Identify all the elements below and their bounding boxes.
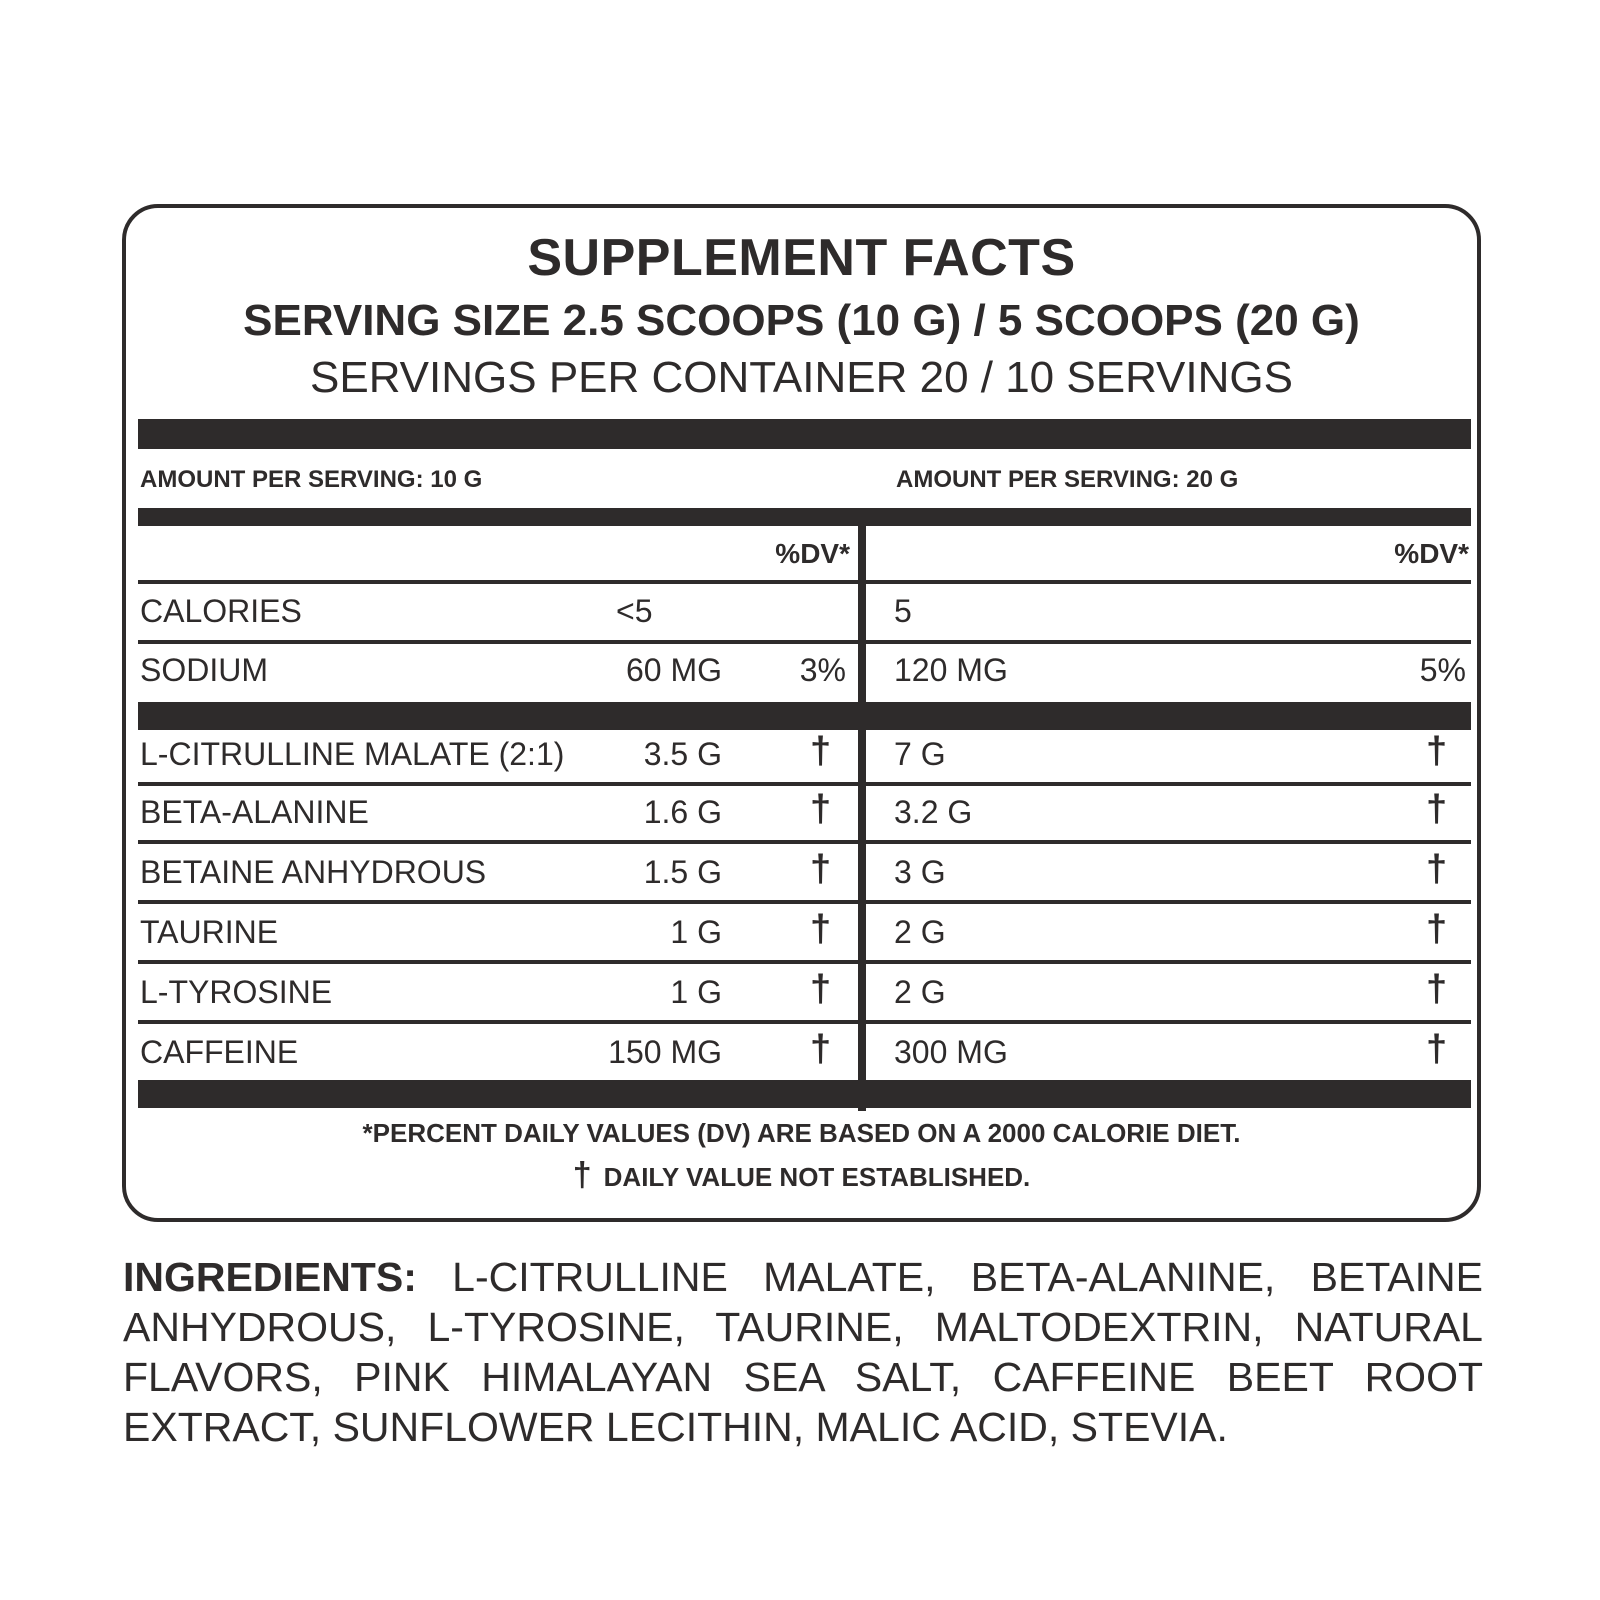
row-rule [138,900,1471,904]
supplement-facts-panel [122,204,1481,1222]
dv-footnote: *PERCENT DAILY VALUES (DV) ARE BASED ON A 2000 CALORIE DIET. [362,1118,1241,1148]
dagger-icon: † [1426,788,1448,830]
citrulline-amount-20g: 7 G [894,736,946,772]
calories-amount-10g: <5 [616,593,653,629]
dagger-footnote-text: DAILY VALUE NOT ESTABLISHED. [603,1162,1031,1192]
left-column-header: AMOUNT PER SERVING: 10 G [140,466,483,493]
sodium-dv-10g: 3% [799,652,846,688]
right-dv-label: %DV* [1394,538,1469,569]
sodium-dv-20g: 5% [1419,652,1466,688]
ingredient-name-l-tyrosine: L-TYROSINE [140,974,333,1010]
dagger-icon: † [1426,848,1448,890]
row-rule [138,960,1471,964]
dagger-icon: † [810,788,832,830]
nutrient-divider-bar [138,702,1471,730]
row-rule [138,840,1471,844]
beta-alanine-amount-10g: 1.6 G [643,794,722,830]
dagger-icon: † [572,1156,592,1194]
row-rule [138,1020,1471,1024]
ingredient-name-citrulline: L-CITRULLINE MALATE (2:1) [140,736,565,772]
taurine-amount-10g: 1 G [670,914,722,950]
sodium-amount-20g: 120 MG [894,652,1008,688]
ingredient-name-beta-alanine: BETA-ALANINE [140,794,369,830]
dagger-icon: † [810,908,832,950]
nutrient-name-calories: CALORIES [140,593,302,629]
dagger-icon: † [810,730,832,772]
betaine-amount-20g: 3 G [894,854,946,890]
beta-alanine-amount-20g: 3.2 G [894,794,973,830]
ingredient-name-betaine: BETAINE ANHYDROUS [140,854,487,890]
dagger-icon: † [1426,968,1448,1010]
ingredient-name-taurine: TAURINE [140,914,279,950]
betaine-amount-10g: 1.5 G [643,854,722,890]
bottom-divider-bar [138,1080,1471,1108]
taurine-amount-20g: 2 G [894,914,946,950]
left-dv-label: %DV* [775,538,850,569]
dagger-icon: † [1426,908,1448,950]
right-column-header: AMOUNT PER SERVING: 20 G [896,466,1239,493]
sodium-amount-10g: 60 MG [625,652,722,688]
dagger-footnote [126,1156,1477,1195]
l-tyrosine-amount-10g: 1 G [670,974,722,1010]
nutrient-name-sodium: SODIUM [140,652,268,688]
caffeine-amount-20g: 300 MG [894,1034,1008,1070]
row-rule [138,580,1471,584]
l-tyrosine-amount-20g: 2 G [894,974,946,1010]
dagger-icon: † [1426,730,1448,772]
serving-size: SERVING SIZE 2.5 SCOOPS (10 G) / 5 SCOOPS (20 G) [243,296,1360,345]
dagger-icon: † [810,968,832,1010]
ingredients-statement [123,1252,1483,1452]
servings-per-container: SERVINGS PER CONTAINER 20 / 10 SERVINGS [310,353,1293,402]
panel-title: SUPPLEMENT FACTS [527,229,1076,287]
amount-divider-bar [138,508,1471,526]
ingredient-name-caffeine: CAFFEINE [140,1034,299,1070]
caffeine-amount-10g: 150 MG [608,1034,722,1070]
row-rule [138,782,1471,786]
header-divider-bar [138,419,1471,449]
calories-amount-20g: 5 [894,593,912,629]
dagger-icon: † [1426,1028,1448,1070]
dagger-icon: † [810,848,832,890]
citrulline-amount-10g: 3.5 G [643,736,722,772]
dagger-icon: † [810,1028,832,1070]
ingredients-text: L-CITRULLINE MALATE, BETA-ALANINE, BETAINE ANHYDROUS, L-TYROSINE, TAURINE, MALTODEXTRIN, NATURAL FLAVORS, PINK HIMALAYAN SEA SALT, CAFFEINE BEET ROOT EXTRACT, SUNFLOWER LECITHIN, MALIC ACID, STEVIA. [123,1254,1483,1450]
ingredients-label: INGREDIENTS: [123,1254,417,1300]
row-rule [138,640,1471,644]
